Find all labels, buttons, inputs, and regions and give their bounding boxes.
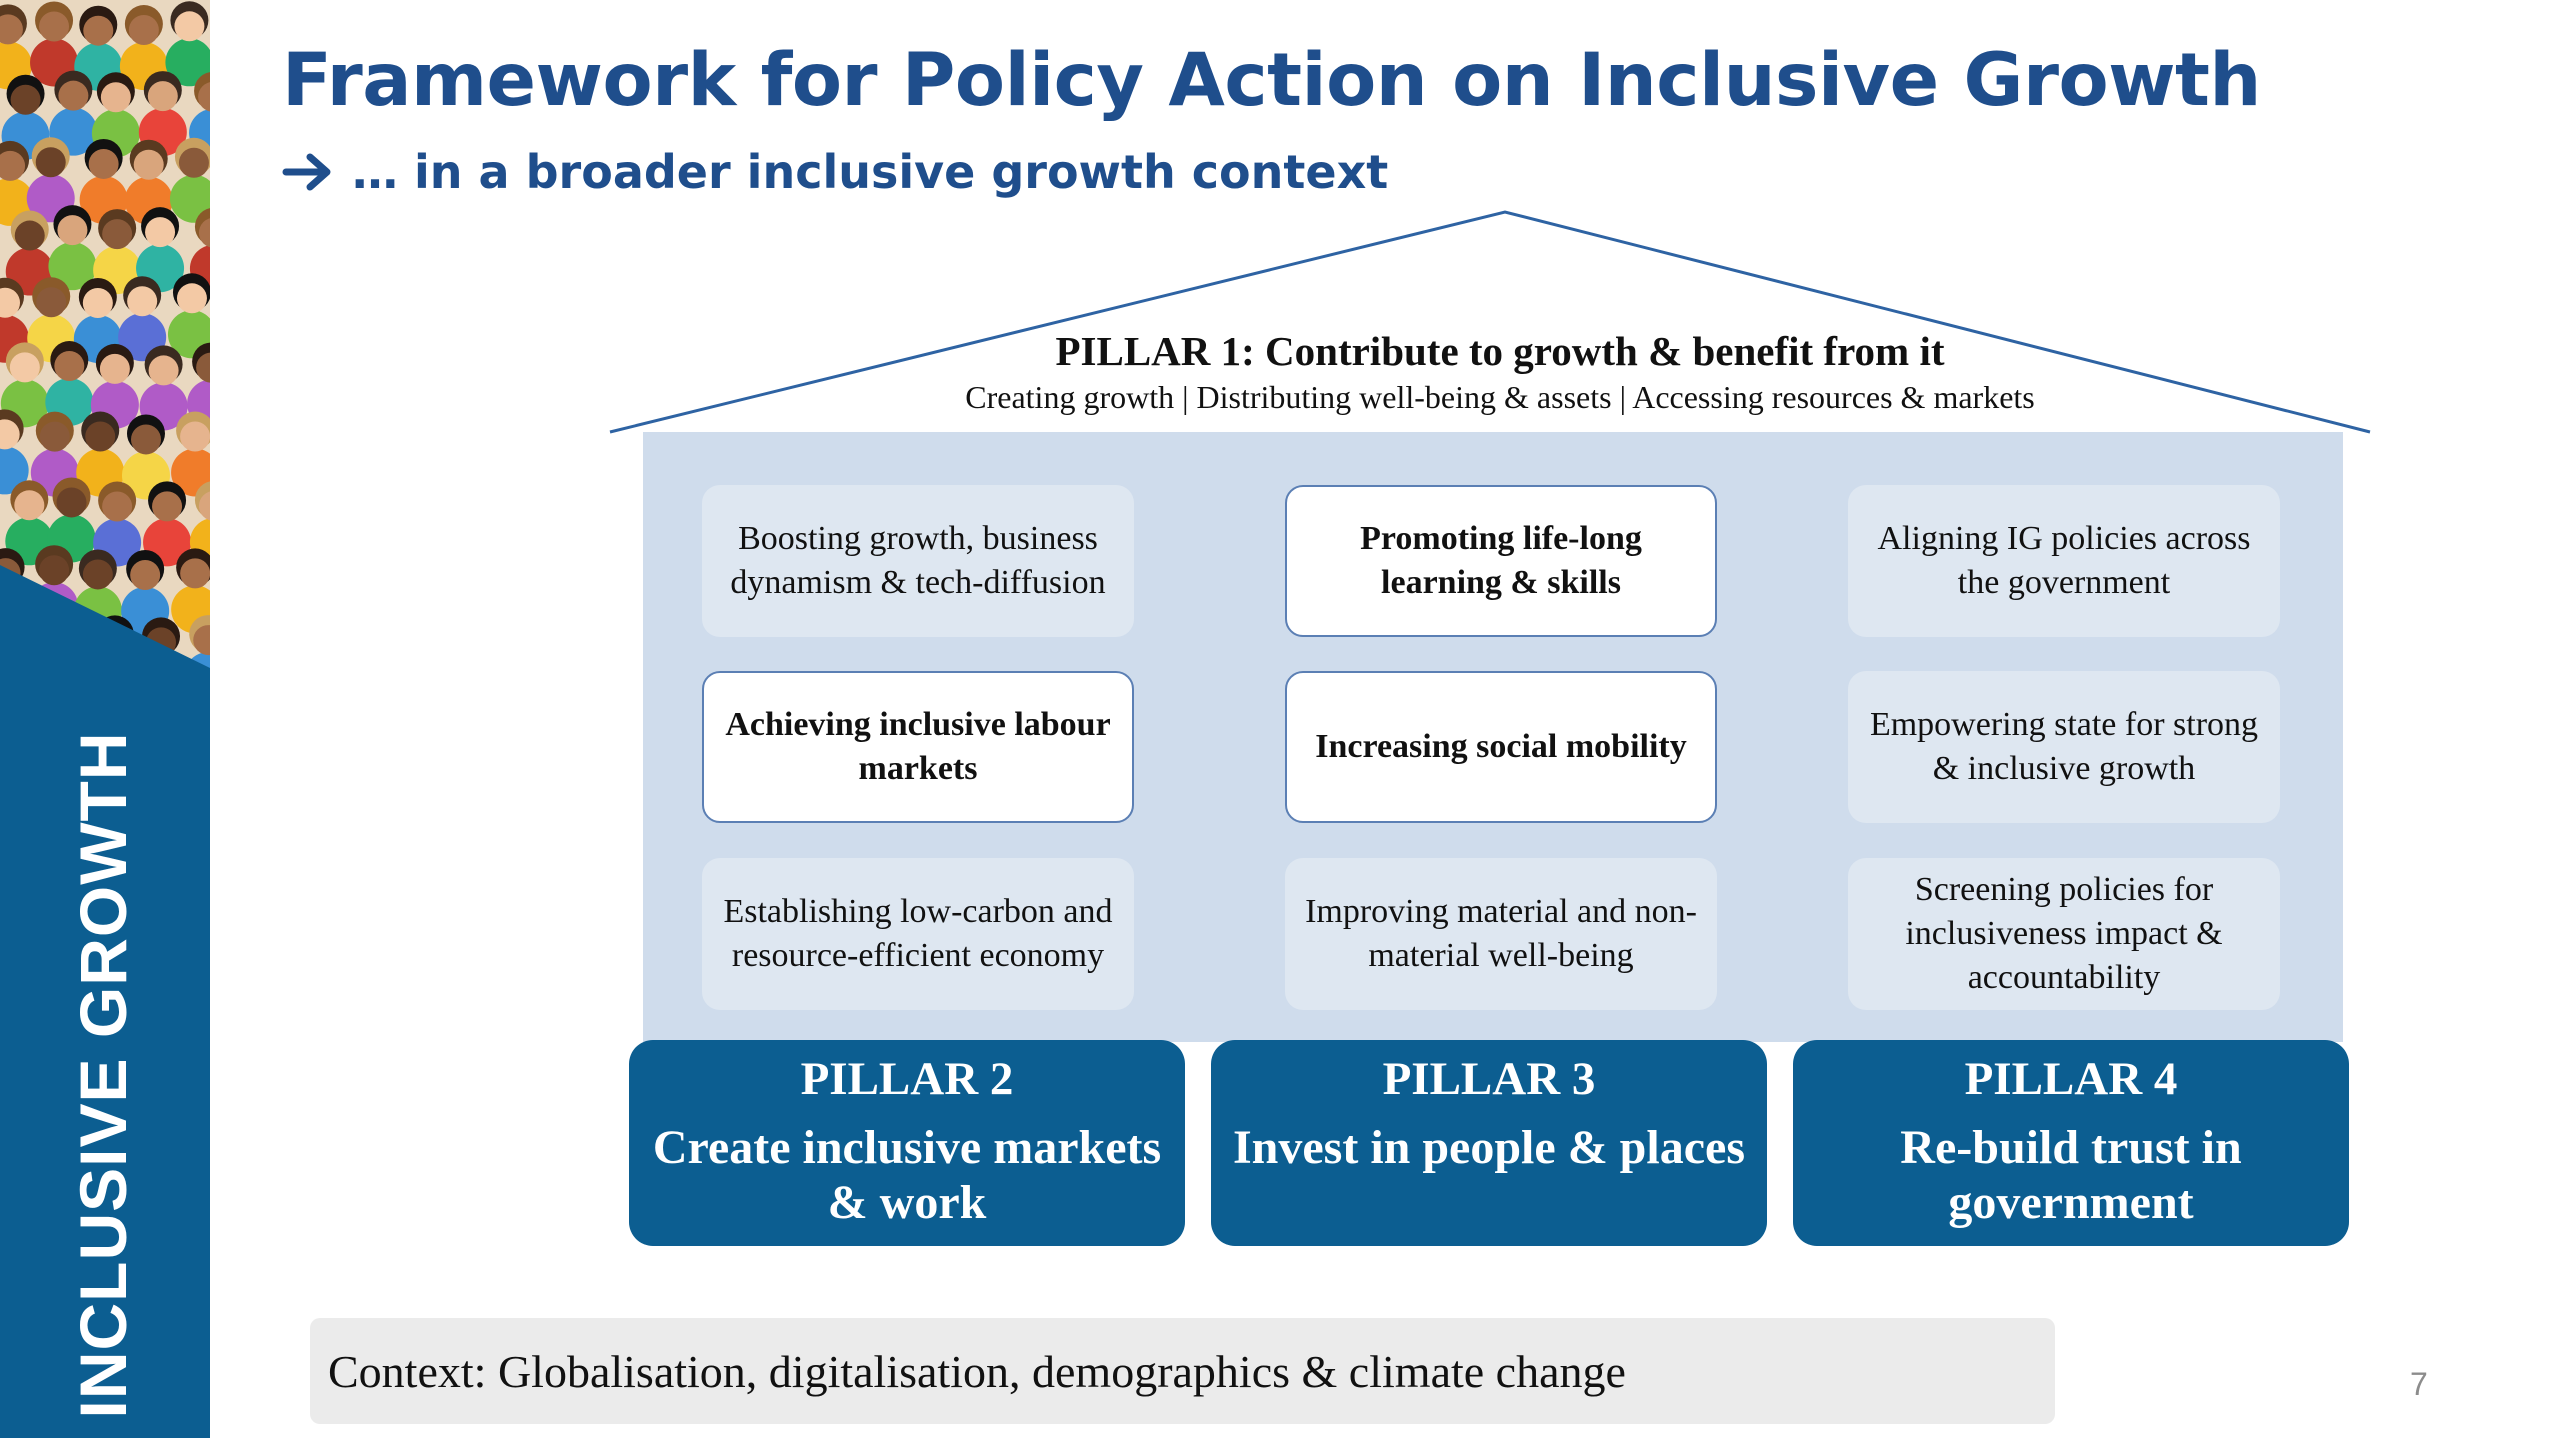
pillar-4-name: PILLAR 4	[1964, 1053, 2178, 1105]
box-inclusive-labour-markets: Achieving inclusive labour markets	[702, 671, 1134, 823]
box-well-being: Improving material and non-material well-being	[1285, 858, 1717, 1010]
pillar-3-name: PILLAR 3	[1382, 1053, 1596, 1105]
page-title: Framework for Policy Action on Inclusive Growth	[282, 38, 2261, 123]
pillar-1-subtitle: Creating growth | Distributing well-being & assets | Accessing resources & markets	[965, 379, 2035, 415]
pillar-4-desc: Re-build trust in government	[1900, 1121, 2242, 1229]
sidebar-label: INCLUSIVE GROWTH	[66, 731, 140, 1419]
box-lifelong-learning: Promoting life-long learning & skills	[1285, 485, 1717, 637]
pillar-2-name: PILLAR 2	[800, 1053, 1014, 1105]
arrow-right-icon	[282, 145, 334, 199]
box-boosting-growth: Boosting growth, business dynamism & tech-diffusion	[702, 485, 1134, 637]
box-aligning-policies: Aligning IG policies across the government	[1848, 485, 2280, 637]
pillar-3	[1211, 1040, 1767, 1246]
pillar-3-desc: Invest in people & places	[1232, 1121, 1745, 1174]
box-screening-policies: Screening policies for inclusiveness impact & accountability	[1848, 858, 2280, 1010]
sidebar	[0, 0, 210, 1438]
box-empowering-state: Empowering state for strong & inclusive growth	[1848, 671, 2280, 823]
pillar-1-title: PILLAR 1: Contribute to growth & benefit from it	[1055, 328, 1945, 374]
pillar-2-desc: Create inclusive markets & work	[652, 1121, 1162, 1229]
page-subtitle	[282, 145, 1388, 199]
pillar-1	[700, 325, 2300, 417]
box-low-carbon-economy: Establishing low-carbon and resource-efficient economy	[702, 858, 1134, 1010]
pillar-4	[1793, 1040, 2349, 1246]
context-bar: Context: Globalisation, digitalisation, demographics & climate change	[310, 1318, 2055, 1424]
box-social-mobility: Increasing social mobility	[1285, 671, 1717, 823]
subtitle-text: … in a broader inclusive growth context	[352, 145, 1389, 199]
pillar-2	[629, 1040, 1185, 1246]
crowd-illustration	[0, 0, 210, 680]
page-number: 7	[2410, 1366, 2428, 1402]
